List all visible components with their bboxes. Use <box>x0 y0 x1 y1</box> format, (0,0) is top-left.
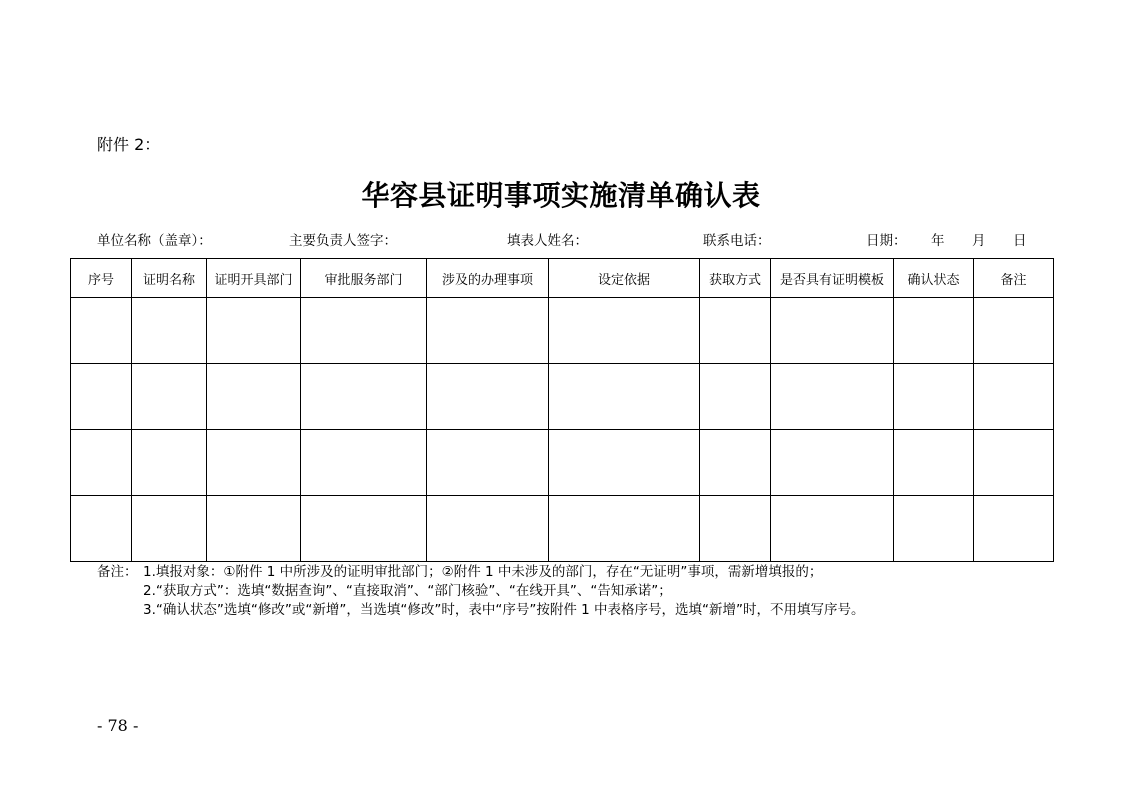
date-day: 日 <box>1013 233 1027 249</box>
unit-name-field: 单位名称（盖章）： <box>97 233 212 249</box>
table-row <box>71 430 1054 496</box>
note-item-2: 2.“获取方式”：选填“数据查询”、“直接取消”、“部门核验”、“在线开具”、“告知承诺”； <box>143 583 672 599</box>
table-row <box>71 298 1054 364</box>
table-cell[interactable] <box>700 364 771 430</box>
header-legal-basis: 设定依据 <box>549 259 700 298</box>
header-issuing-department: 证明开具部门 <box>207 259 301 298</box>
header-index: 序号 <box>71 259 132 298</box>
table-cell[interactable] <box>771 298 894 364</box>
table-row <box>71 496 1054 562</box>
table-cell[interactable] <box>301 364 427 430</box>
table-cell[interactable] <box>427 298 549 364</box>
table-cell[interactable] <box>894 430 974 496</box>
attachment-label: 附件 2： <box>97 135 161 154</box>
filler-name-field: 填表人姓名： <box>507 233 588 249</box>
date-label: 日期： <box>866 233 907 249</box>
confirmation-table <box>70 258 1054 562</box>
header-acquisition-method: 获取方式 <box>700 259 771 298</box>
header-approval-department: 审批服务部门 <box>301 259 427 298</box>
table-cell[interactable] <box>71 298 132 364</box>
table-cell[interactable] <box>71 430 132 496</box>
header-confirm-status: 确认状态 <box>894 259 974 298</box>
table-cell[interactable] <box>301 496 427 562</box>
table-cell[interactable] <box>549 496 700 562</box>
table-cell[interactable] <box>771 364 894 430</box>
table-cell[interactable] <box>974 364 1054 430</box>
table-header-row <box>71 259 1054 298</box>
table-cell[interactable] <box>132 364 207 430</box>
table-cell[interactable] <box>207 430 301 496</box>
table-cell[interactable] <box>132 496 207 562</box>
header-related-matters: 涉及的办理事项 <box>427 259 549 298</box>
table-cell[interactable] <box>71 496 132 562</box>
table-cell[interactable] <box>974 298 1054 364</box>
notes-section <box>97 563 1037 620</box>
table-cell[interactable] <box>71 364 132 430</box>
table-cell[interactable] <box>207 298 301 364</box>
table-cell[interactable] <box>974 430 1054 496</box>
notes-label: 备注： <box>97 564 138 580</box>
note-item-3: 3.“确认状态”选填“修改”或“新增”，当选填“修改”时，表中“序号”按附件 1 中表格序号，选填“新增”时，不用填写序号。 <box>143 602 865 618</box>
leader-signature-field: 主要负责人签字： <box>289 233 397 249</box>
table-cell[interactable] <box>700 430 771 496</box>
table-cell[interactable] <box>549 430 700 496</box>
phone-field: 联系电话： <box>703 233 771 249</box>
table-cell[interactable] <box>700 298 771 364</box>
page-title: 华容县证明事项实施清单确认表 <box>361 179 761 212</box>
note-item-1: 1.填报对象：①附件 1 中所涉及的证明审批部门；②附件 1 中未涉及的部门，存在“无证明”事项，需新增填报的； <box>143 564 823 580</box>
table-row <box>71 364 1054 430</box>
table-cell[interactable] <box>301 298 427 364</box>
table-cell[interactable] <box>427 430 549 496</box>
table-cell[interactable] <box>427 364 549 430</box>
table-cell[interactable] <box>894 496 974 562</box>
header-certificate-name: 证明名称 <box>132 259 207 298</box>
header-has-template: 是否具有证明模板 <box>771 259 894 298</box>
table-cell[interactable] <box>207 496 301 562</box>
header-remarks: 备注 <box>974 259 1054 298</box>
table-cell[interactable] <box>132 430 207 496</box>
table-cell[interactable] <box>771 430 894 496</box>
table-cell[interactable] <box>427 496 549 562</box>
table-cell[interactable] <box>700 496 771 562</box>
table-cell[interactable] <box>549 364 700 430</box>
page-number: - 78 - <box>97 716 139 735</box>
table-cell[interactable] <box>894 364 974 430</box>
date-year: 年 <box>931 233 945 249</box>
table-cell[interactable] <box>771 496 894 562</box>
table-cell[interactable] <box>132 298 207 364</box>
table-cell[interactable] <box>894 298 974 364</box>
table-cell[interactable] <box>549 298 700 364</box>
table-cell[interactable] <box>974 496 1054 562</box>
table-cell[interactable] <box>301 430 427 496</box>
date-month: 月 <box>972 233 986 249</box>
table-cell[interactable] <box>207 364 301 430</box>
